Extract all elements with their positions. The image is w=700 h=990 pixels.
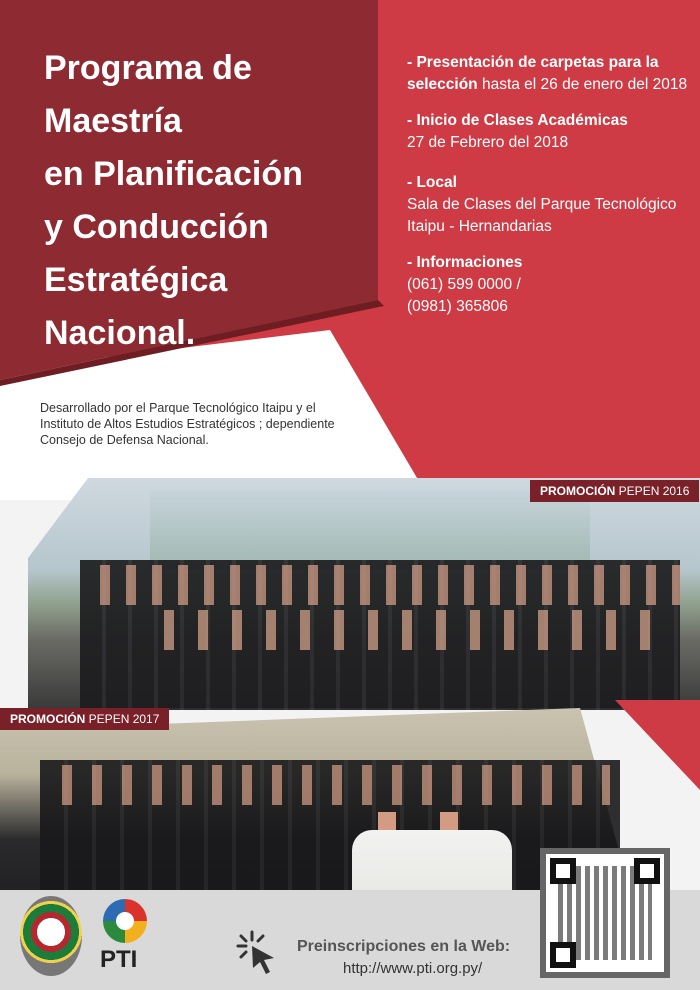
pti-label: PTI bbox=[100, 946, 138, 973]
presentacion-label: - Presentación de carpetas para la selección bbox=[407, 54, 659, 93]
photo-2016-dam-background bbox=[150, 490, 590, 570]
promo-2016-rest: PEPEN 2016 bbox=[615, 484, 690, 498]
local-text: Sala de Clases del Parque Tecnológico Itaipu - Hernandarias bbox=[407, 196, 677, 235]
title-line: Maestría bbox=[44, 102, 182, 140]
photo-2016-faces-row bbox=[90, 565, 680, 605]
inicio-block bbox=[407, 110, 697, 154]
web-title: Preinscripciones en la Web: bbox=[297, 938, 511, 955]
photo-2016-faces-row bbox=[150, 610, 650, 650]
title-line: Estratégica bbox=[44, 261, 228, 299]
program-title bbox=[44, 42, 364, 360]
qr-finder bbox=[550, 942, 576, 968]
pti-logo-icon bbox=[100, 896, 150, 946]
qr-finder bbox=[550, 858, 576, 884]
phone-1: (061) 599 0000 / bbox=[407, 276, 521, 293]
promo-2017-tag bbox=[0, 708, 169, 730]
inicio-date: 27 de Febrero del 2018 bbox=[407, 134, 569, 151]
red-stripe-decoration bbox=[615, 700, 700, 790]
inicio-label: - Inicio de Clases Académicas bbox=[407, 112, 628, 129]
promo-2017-rest: PEPEN 2017 bbox=[85, 712, 160, 726]
title-line: en Planificación bbox=[44, 155, 303, 193]
qr-finder bbox=[634, 858, 660, 884]
qr-code-icon bbox=[540, 848, 670, 978]
info-column bbox=[407, 52, 697, 332]
web-url-link[interactable]: http://www.pti.org.py/ bbox=[343, 960, 483, 977]
photo-2017-faces-row bbox=[50, 765, 610, 805]
title-line: y Conducción bbox=[44, 208, 269, 246]
title-line: Nacional. bbox=[44, 314, 196, 352]
local-label: - Local bbox=[407, 174, 457, 191]
cursor-click-icon bbox=[232, 928, 282, 978]
title-line: Programa de bbox=[44, 49, 252, 87]
developer-text: Desarrollado por el Parque Tecnológico Itaipu y el Instituto de Altos Estudios Estratégicos ; dependiente Consejo de Defensa Nacional. bbox=[40, 401, 335, 447]
promo-2016-tag bbox=[530, 480, 699, 502]
informaciones-label: - Informaciones bbox=[407, 254, 523, 271]
informaciones-block bbox=[407, 252, 697, 318]
local-block bbox=[407, 172, 697, 238]
presentacion-block bbox=[407, 52, 697, 96]
emblem-icon bbox=[20, 896, 82, 976]
promo-2017-bold: PROMOCIÓN bbox=[10, 712, 86, 726]
presentacion-deadline: hasta el 26 de enero del 2018 bbox=[477, 76, 688, 93]
promo-2016-bold: PROMOCIÓN bbox=[540, 484, 616, 498]
phone-2: (0981) 365806 bbox=[407, 298, 508, 315]
